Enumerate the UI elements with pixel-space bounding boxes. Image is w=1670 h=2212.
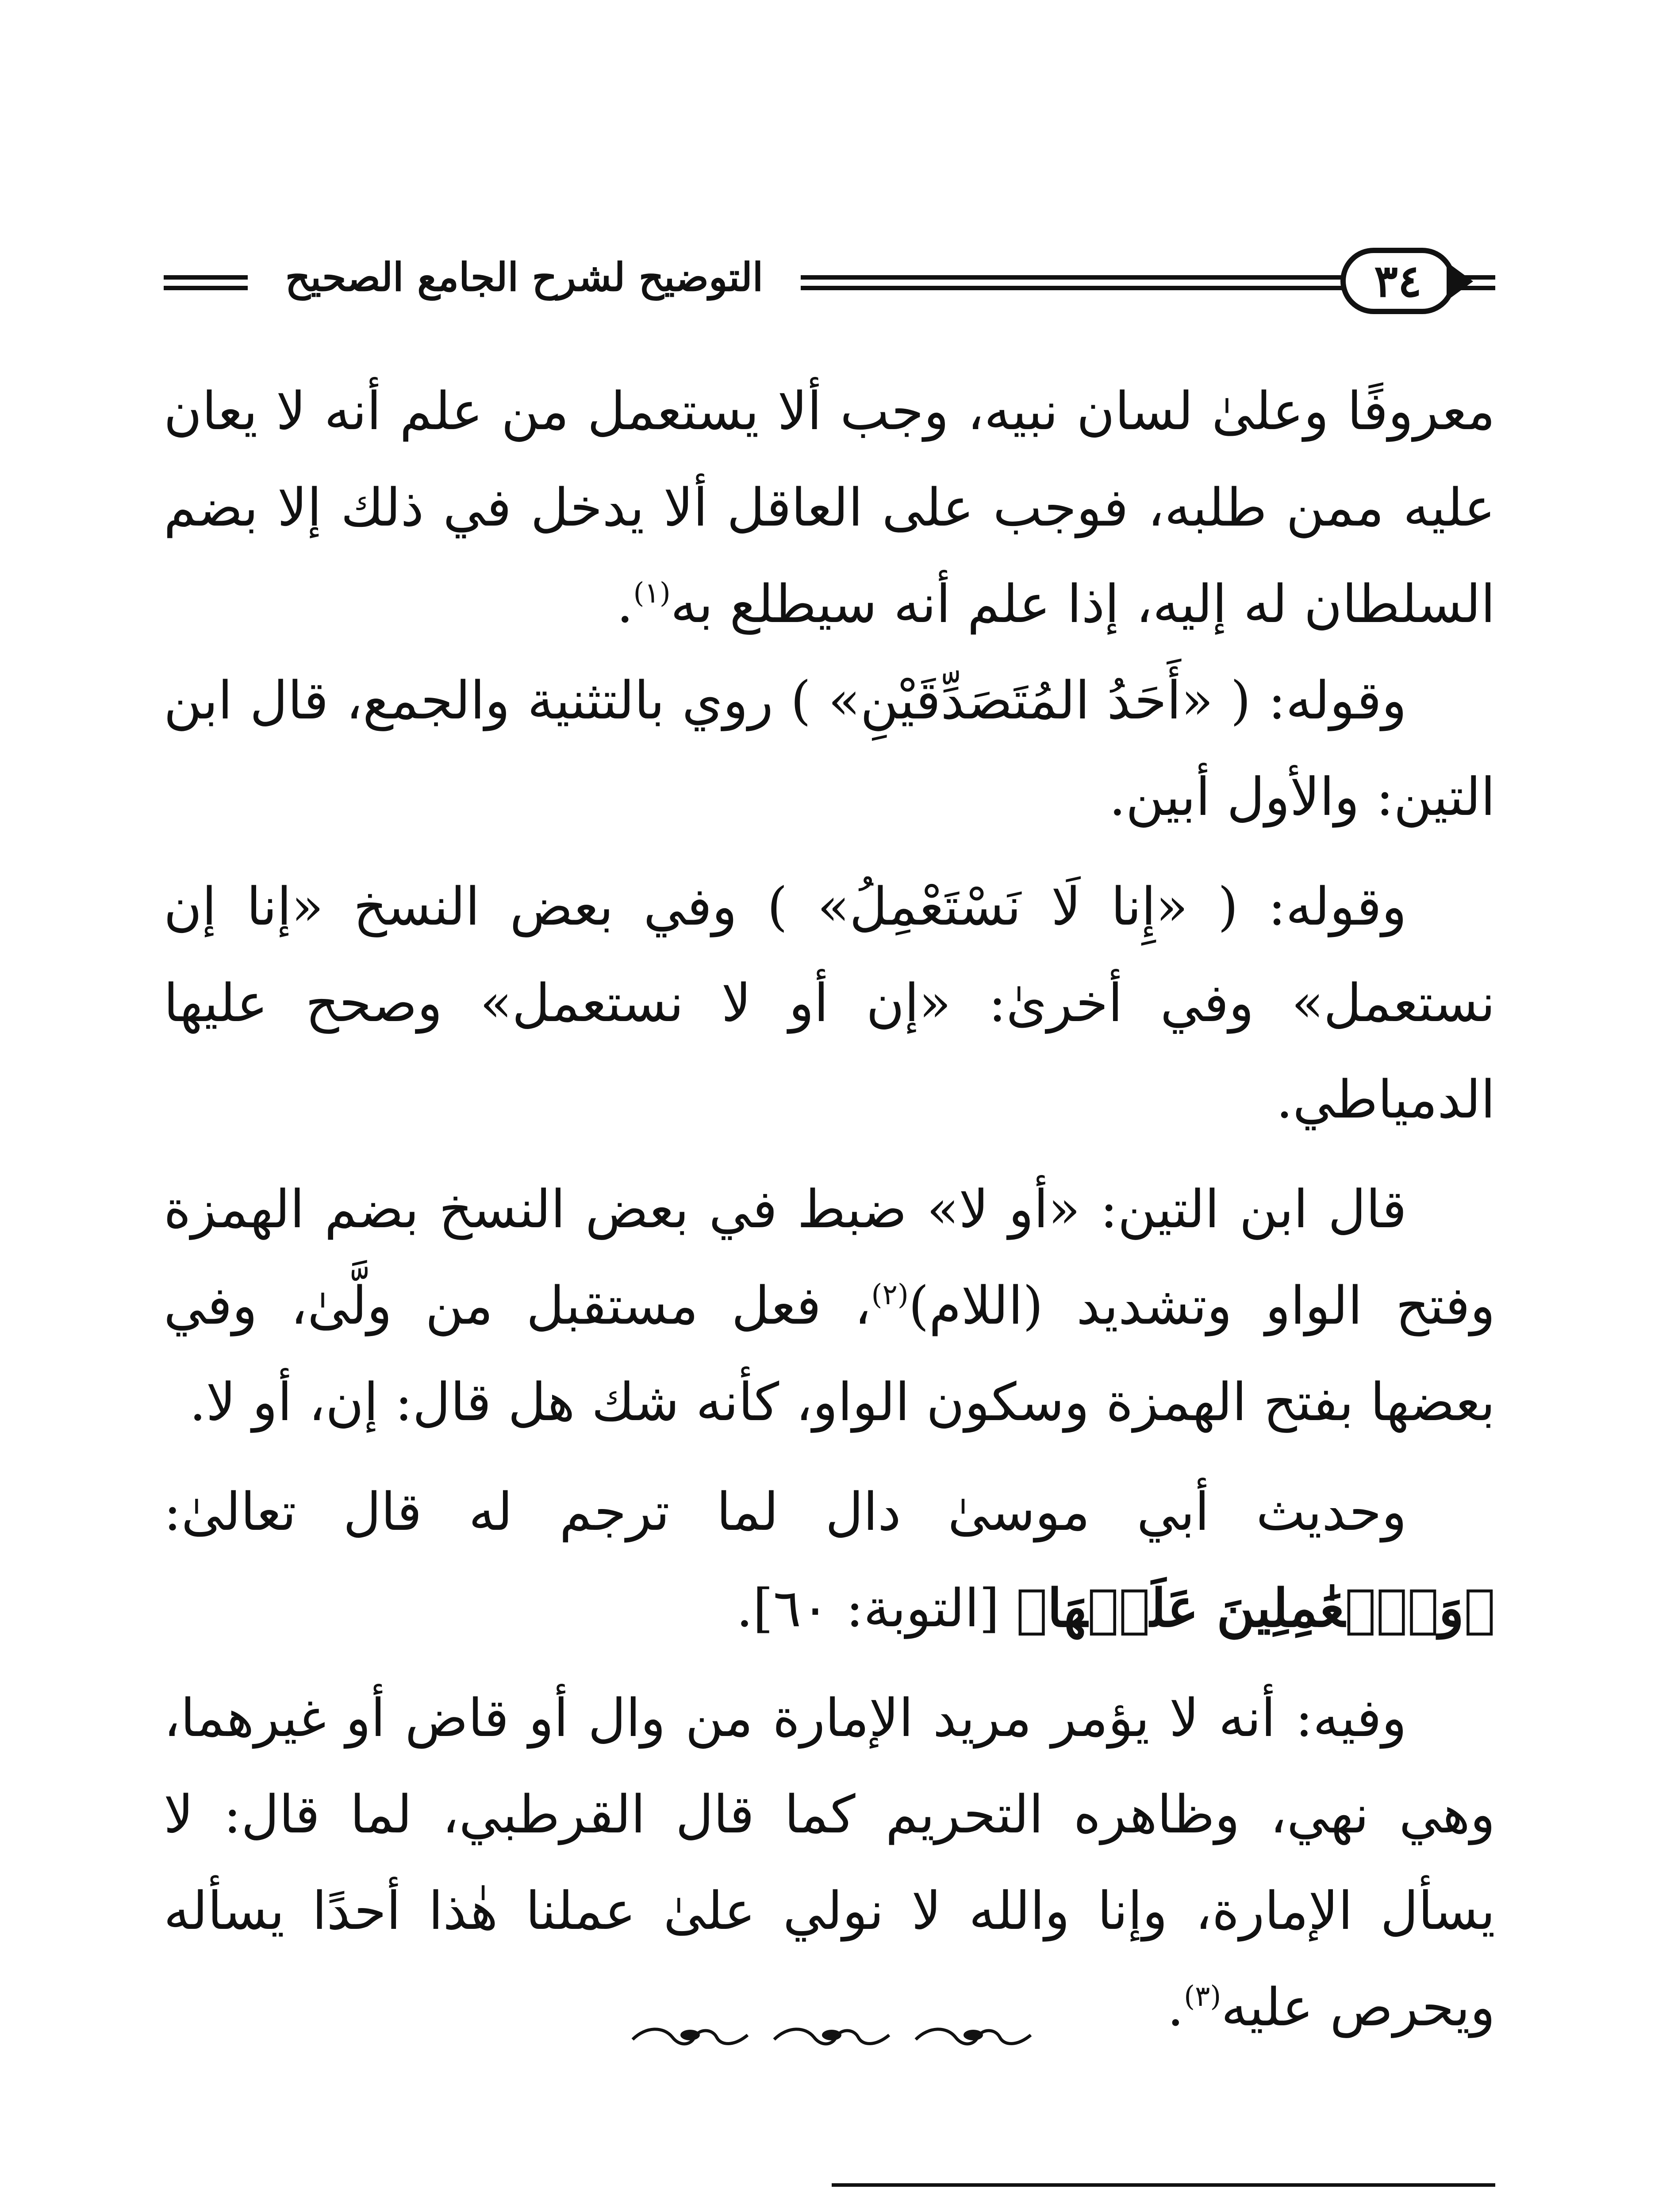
p4-line-1: قال ابن التين: «أو لا» ضبط في بعض النسخ بضم الهمزة وفتح: [164, 1179, 1496, 1336]
quran-quote: ﴿وَٱلۡعَٰمِلِينَ عَلَيۡهَا﴾: [1016, 1577, 1495, 1639]
p1-line-3: إذا علم أنه سيطلع به: [670, 573, 1120, 634]
footnote-ref-1[interactable]: (١): [633, 577, 671, 610]
ornament-flourish-icon: [628, 2022, 752, 2053]
quran-reference: [التوبة: ٦٠].: [736, 1578, 1000, 1639]
footnote-ref-3[interactable]: (٣): [1184, 1980, 1221, 2013]
p4-line-2b: ، فعل مستقبل من ولَّىٰ، وفي بعضها بفتح: [164, 1275, 1495, 1432]
p1-end: .: [616, 573, 633, 634]
p5-text: وحديث أبي موسىٰ دال لما ترجم له قال تعالىٰ:: [164, 1481, 1407, 1542]
paragraph-1: [164, 363, 1495, 652]
p4-line-3: الهمزة وسكون الواو، كأنه شك هل قال: إن، أو لا.: [189, 1371, 1247, 1432]
p2-text: وقوله: ( «أَحَدُ المُتَصَدِّقَيْنِ» ) روي بالتثنية والجمع، قال ابن التين:: [164, 670, 1495, 827]
p6-line-2: نهي، وظاهره التحريم كما قال القرطبي، لما قال: لا يسأل الإمارة،: [164, 1784, 1495, 1941]
p1-line-2: طلبه، فوجب على العاقل ألا يدخل في ذلك إلا بضم السلطان له إليه،: [164, 477, 1495, 634]
p3-continuation: أخرىٰ: «إن أو لا نستعمل» وصحح عليها الدمياطي.: [164, 972, 1495, 1130]
page-number-badge: [1340, 248, 1455, 314]
footnote-separator: [832, 2183, 1495, 2187]
p3-text: وقوله: ( «إِنا لَا نَسْتَعْمِلُ» ) وفي بعض النسخ «إنا إن نستعمل» وفي: [164, 876, 1495, 1033]
p6-line-3: وإنا والله لا نولي علىٰ عملنا هٰذا أحدًا يسأله ويحرص عليه: [164, 1880, 1495, 2038]
footnotes: [531, 2208, 1495, 2212]
main-text: [164, 363, 1495, 2055]
p6-line-1: وفيه: أنه لا يؤمر مريد الإمارة من وال أو قاض أو غيرهما، وهي: [164, 1687, 1495, 1845]
section-ornament: [610, 2017, 1053, 2057]
p2-continuation: والأول أبين.: [1109, 766, 1359, 827]
ornament-flourish-icon: [911, 2022, 1035, 2053]
p6-end: .: [1167, 1977, 1184, 2038]
running-header: [164, 248, 1495, 319]
page-number: ٣٤: [1374, 255, 1422, 307]
footnote-1: [531, 2208, 1495, 2212]
p1-line-1: معروفًا وعلىٰ لسان نبيه، وجب ألا يستعمل من علم أنه لا يعان عليه ممن: [164, 380, 1495, 538]
paragraph-5: [164, 1463, 1495, 1656]
footnote-number: [1420, 2208, 1495, 2212]
header-rule-right: [1447, 275, 1495, 290]
paragraph-6: [164, 1670, 1495, 2055]
p4-line-2a: الواو وتشديد (اللام): [908, 1275, 1363, 1336]
footnote-ref-2[interactable]: (٢): [871, 1279, 909, 1311]
paragraph-2: [164, 652, 1495, 845]
header-rule-middle: [801, 275, 1358, 290]
paragraph-4: [164, 1161, 1495, 1450]
running-title: التوضيح لشرح الجامع الصحيح: [285, 254, 764, 300]
header-rule-left: [164, 275, 248, 290]
paragraph-3: [164, 858, 1495, 1148]
ornament-flourish-icon: [770, 2022, 894, 2053]
